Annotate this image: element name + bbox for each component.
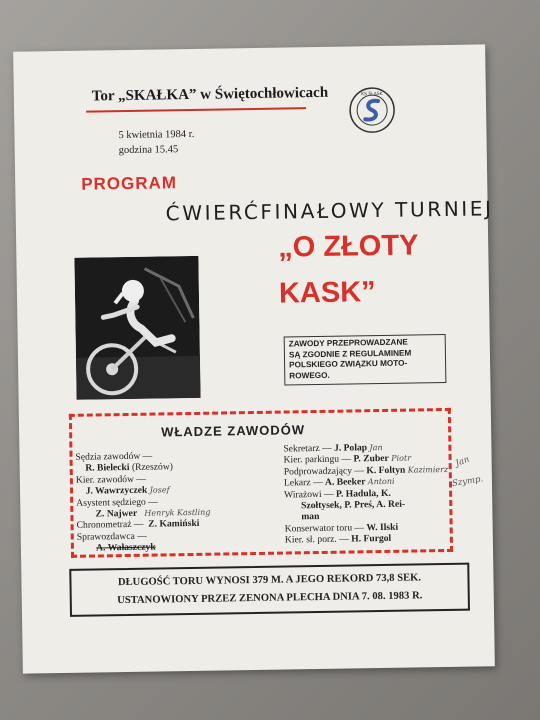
handwritten-signature: Piotr [391, 453, 412, 464]
program-label: PROGRAM [81, 173, 178, 194]
speedway-rider-icon [74, 256, 200, 400]
record-line: USTANOWIONY PRZEZ ZENONA PLECHA DNIA 7. 08. 1983 R. [117, 590, 423, 607]
record-line: DŁUGOŚĆ TORU WYNOSI 379 M. A JEGO REKORD 73,8 SEK. [117, 572, 422, 589]
track-record-box [69, 563, 470, 617]
officials-right-column [283, 441, 449, 546]
official-role: Kier. sł. porz. — [284, 533, 349, 546]
official-role: Konserwator toru — [284, 522, 365, 535]
svg-text:KS ŚLĄSK: KS ŚLĄSK [361, 91, 383, 98]
official-role: Kier. zawodów — [75, 473, 147, 486]
official-role: Wirażowi — [284, 488, 334, 501]
margin-handwriting: Jan [454, 454, 471, 469]
official-role: Sprawozdawca — [76, 530, 147, 543]
notice-line: ROWEGO. [289, 370, 330, 380]
margin-handwriting: Szymp. [451, 474, 484, 490]
official-name: A. Beeker [324, 476, 366, 489]
notice-line: POLSKIEGO ZWIĄZKU MOTO- [289, 358, 408, 370]
official-name: H. Furgol [351, 533, 392, 545]
handwritten-signature: Henryk Kastling [144, 507, 211, 518]
official-role: Sędzia zawodów — [75, 450, 153, 463]
official-name: J. Wawrzyczek [85, 484, 148, 497]
official-name: A. Wałaszczyk [96, 541, 156, 554]
official-name: P. Hadula, K. [335, 487, 391, 500]
official-role: Podprowadzający — [283, 465, 365, 478]
venue-title: Tor „SKAŁKA” w Świętochłowicach [91, 84, 329, 105]
officials-title: WŁADZE ZAWODÓW [161, 422, 306, 440]
club-crest-icon [348, 86, 397, 135]
official-role: Sekretarz — [283, 442, 332, 455]
official-role: Chronometraż — [76, 519, 144, 532]
official-name: Z. Kamiński [148, 518, 200, 531]
official-name: J. Polap [333, 442, 368, 454]
handwritten-signature: Jan [369, 442, 383, 453]
official-name: P. Zuber [353, 453, 389, 465]
official-name: W. Ilski [366, 521, 399, 534]
notice-line: SĄ ZGODNIE Z REGULAMINEM [288, 348, 412, 359]
tournament-heading: ĆWIERĆFINAŁOWY TURNIEJ [165, 196, 494, 226]
handwritten-signature: Antoni [367, 477, 395, 487]
official-name: Szołtysek, P. Preś, A. Rei- [301, 498, 406, 512]
official-name: R. Bielecki [85, 462, 130, 475]
official-name: Z. Najwer [95, 507, 138, 520]
tournament-title-line2: KASK” [278, 276, 376, 310]
handwritten-signature: Kazimierz [407, 464, 449, 475]
official-name: man [301, 511, 320, 523]
regulation-notice [284, 334, 447, 386]
tournament-title-line1: „O ZŁOTY [278, 229, 419, 264]
program-sheet [13, 44, 495, 673]
official-name: K. Foltyn [366, 464, 406, 477]
officials-left-column [75, 450, 211, 555]
official-role: Lekarz — [283, 477, 323, 489]
official-role: Kier. parkingu — [283, 453, 352, 466]
handwritten-signature: Josef [149, 485, 170, 495]
notice-line: ZAWODY PRZEPROWADZANE [288, 337, 408, 349]
official-role: Asystent sędziego — [76, 496, 158, 509]
official-note: (Rzeszów) [131, 461, 174, 474]
event-time: godzina 15.45 [118, 144, 179, 157]
event-date: 5 kwietnia 1984 r. [118, 128, 195, 142]
venue-underline [86, 107, 306, 112]
official-entry [77, 541, 211, 555]
